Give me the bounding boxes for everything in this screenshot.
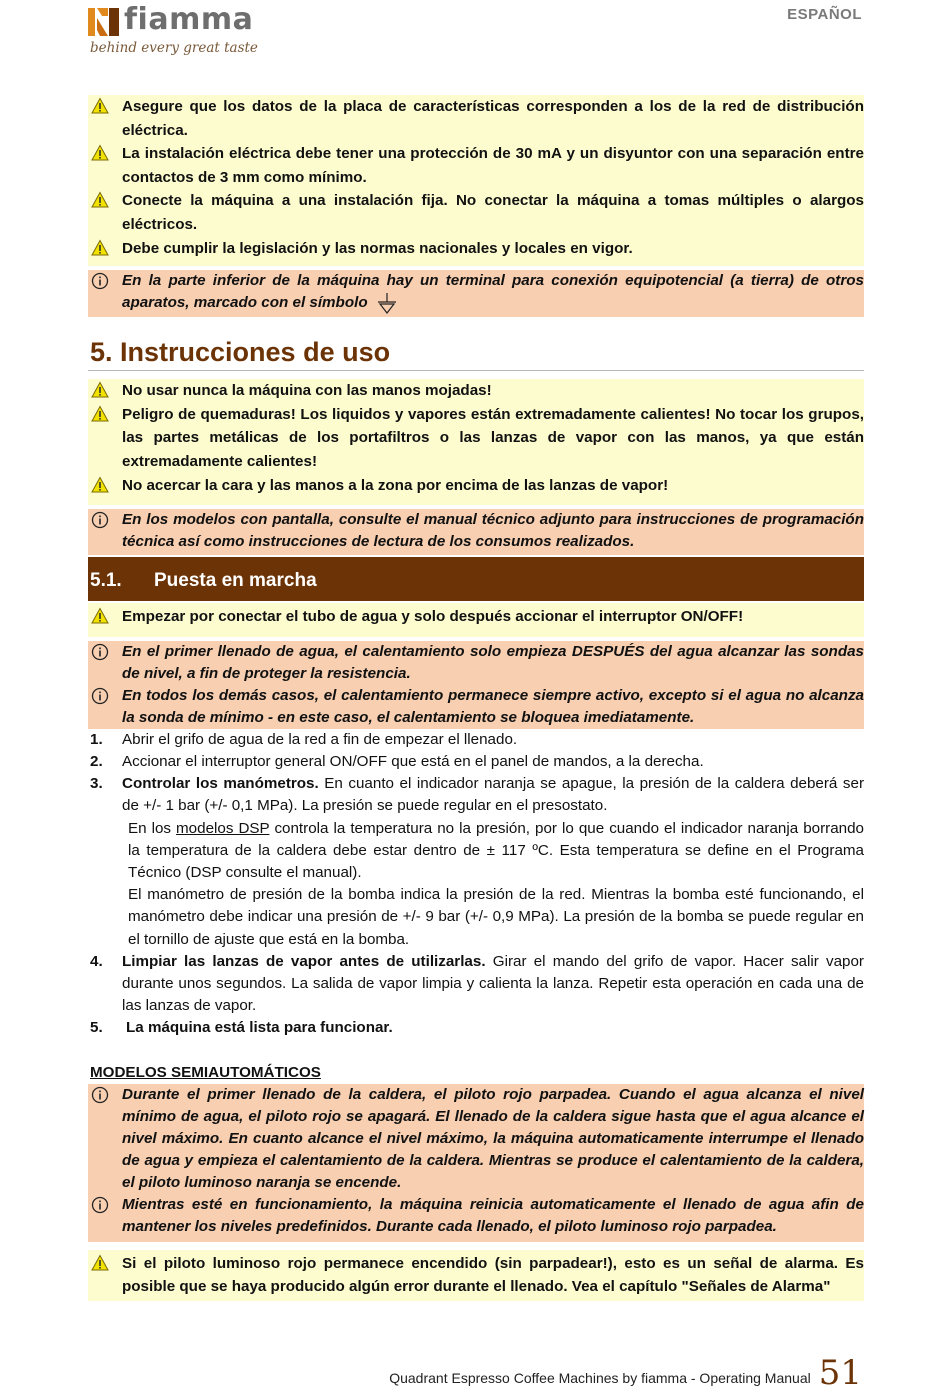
page-number: 51 <box>818 1353 862 1393</box>
step-3-dsp-note <box>88 818 864 885</box>
warning-text: Empezar por conectar el tubo de agua y solo después accionar el interruptor ON/OFF! <box>122 608 744 626</box>
info-box-semi-auto <box>88 1084 864 1242</box>
step-number: 2. <box>90 752 103 770</box>
dsp-note-pre: En los <box>128 819 177 837</box>
dsp-note-post: controla la temperatura no la presión, por lo que cuando el indicador naranja borrando la temperatura de la caldera debe estar dentro de ± 117 ºC. Esta temperatura se define en el Programa Técnico (DSP consulte el manual). <box>128 819 864 881</box>
warning-box-usage <box>88 379 864 505</box>
info-text: En los modelos con pantalla, consulte el manual técnico adjunto para instrucciones de programación técnica así como instrucciones de lectura de los consumos realizados. <box>122 511 864 551</box>
step-item <box>88 951 864 1018</box>
warning-text: Peligro de quemaduras! Los liquidos y vapores están extremadamente calientes! No tocar los grupos, las partes metálicas de los portafiltros o las lanzas de vapor con las manos, ya que están extremadamente calientes! <box>122 405 864 470</box>
step-number: 4. <box>90 952 103 970</box>
warning-item <box>88 142 864 189</box>
info-text: En la parte inferior de la máquina hay un terminal para conexión equipotencial (a tierra) de otros aparatos, marcado con el símbolo <box>122 272 864 312</box>
step-3-pump-note <box>88 884 864 951</box>
warning-text: La instalación eléctrica debe tener una protección de 30 mA y un disyuntor con una separación entre contactos de 3 mm como mínimo. <box>122 145 864 186</box>
info-text: En todos los demás casos, el calentamiento permanece siempre activo, excepto si el agua no alcanza la sonda de mínimo - en este caso, el calentamiento se bloquea imediatamente. <box>122 686 864 726</box>
warning-text: Si el piloto luminoso rojo permanece encendido (sin parpadear!), esto es un señal de alarma. Es posible que se haya producido algún error durante el llenado. Vea el capítulo "Señales de Alarma" <box>122 1254 864 1296</box>
warning-text: Conecte la máquina a una instalación fija. No conectar la máquina a tomas múltiples o alargos eléctricos. <box>122 192 864 233</box>
info-item <box>88 509 864 555</box>
warning-triangle-icon <box>91 607 109 625</box>
info-item <box>88 641 864 685</box>
warning-triangle-icon <box>91 405 109 423</box>
info-text: Durante el primer llenado de la caldera, el piloto rojo parpadea. Cuando el agua alcanza el nivel mínimo de agua, el piloto rojo se apagará. El llenado de la caldera sigue hasta que el agua alcance el nivel máximo. En cuanto alcance el nivel máximo, la máquina automaticamente interrumpe el llenado de agua y empieza el calentamiento de la caldera. Mientras se produce el calentamiento de la caldera, el piloto luminoso naranja se encende. <box>122 1085 864 1191</box>
info-text: Mientras esté en funcionamiento, la máquina reinicia automaticamente el llenado de agua afin de mantener los niveles predefinidos. Durante cada llenado, el piloto luminoso rojo parpadea. <box>122 1195 864 1235</box>
warning-item <box>88 189 864 236</box>
warning-item <box>88 474 864 498</box>
step-text: Accionar el interruptor general ON/OFF que está en el panel de mandos, a la derecha. <box>122 752 704 770</box>
step-item <box>88 751 864 773</box>
info-text: En el primer llenado de agua, el calentamiento solo empieza DESPUÉS del agua alcanzar las sondas de nivel, a fin de proteger la resistencia. <box>122 642 864 682</box>
info-circle-icon <box>91 687 109 705</box>
warning-item <box>88 379 864 403</box>
ground-symbol-icon <box>376 293 398 315</box>
warning-triangle-icon <box>91 97 109 115</box>
page-content <box>88 95 864 1301</box>
section-5-1-heading <box>88 557 864 601</box>
step-item <box>88 773 864 817</box>
warning-item <box>88 95 864 142</box>
step-text: En cuanto el indicador naranja se apague, la presión de la caldera deberá ser de +/- 1 bar (+/- 0,1 MPa). La presión se puede regular en el presostato. <box>122 775 865 815</box>
warning-triangle-icon <box>91 381 109 399</box>
warning-triangle-icon <box>91 191 109 209</box>
warning-triangle-icon <box>91 476 109 494</box>
info-item <box>88 1084 864 1194</box>
step-bold-text: Limpiar las lanzas de vapor antes de utilizarlas. <box>122 952 486 970</box>
semi-auto-heading: MODELOS SEMIAUTOMÁTICOS <box>90 1063 321 1081</box>
info-item <box>88 685 864 729</box>
info-item <box>88 270 864 317</box>
warning-text: Debe cumplir la legislación y las normas nacionales y locales en vigor. <box>122 239 633 257</box>
brand-logo <box>88 4 258 64</box>
section-number: 5.1. <box>90 570 122 592</box>
section-title: Puesta en marcha <box>154 570 317 592</box>
step-number: 1. <box>90 730 103 748</box>
warning-text: No usar nunca la máquina con las manos mojadas! <box>122 382 492 400</box>
warning-box-startup <box>88 603 864 637</box>
step-item <box>88 729 864 751</box>
warning-text: No acercar la cara y las manos a la zona por encima de las lanzas de vapor! <box>122 476 669 494</box>
step-text: Girar el mando del grifo de vapor. Hacer salir vapor durante unos segundos. La salida de vapor limpia y calienta la lanza. Repetir esta operación en cada una de las lanzas de vapor. <box>122 952 864 1015</box>
info-box-heating <box>88 641 864 729</box>
step-number: 5. <box>90 1019 103 1037</box>
step-bold-text: Controlar los manómetros. <box>122 775 319 793</box>
dsp-models-link: modelos DSP <box>176 819 270 837</box>
brand-name: fiamma <box>124 2 254 37</box>
info-circle-icon <box>91 643 109 661</box>
warning-triangle-icon <box>91 144 109 162</box>
section-5-heading: 5. Instrucciones de uso <box>88 317 864 371</box>
page-footer <box>389 1353 862 1393</box>
info-circle-icon <box>91 1086 109 1104</box>
step-bold-text: La máquina está lista para funcionar. <box>126 1019 393 1037</box>
info-circle-icon <box>91 1196 109 1214</box>
info-circle-icon <box>91 511 109 529</box>
warning-triangle-icon <box>91 239 109 257</box>
logo-mark-icon <box>88 4 122 38</box>
info-circle-icon <box>91 272 109 290</box>
warning-text: Asegure que los datos de la placa de características corresponden a los de la red de distribución eléctrica. <box>122 98 864 139</box>
info-box-display-models <box>88 509 864 555</box>
warning-item <box>88 603 864 637</box>
warning-triangle-icon <box>91 1254 109 1272</box>
warning-item <box>88 1250 864 1301</box>
warning-item <box>88 403 864 474</box>
warning-item <box>88 237 864 261</box>
startup-steps <box>88 729 864 1040</box>
step-item <box>88 1017 864 1039</box>
step-text: Abrir el grifo de agua de la red a fin de empezar el llenado. <box>122 730 518 748</box>
brand-tagline: behind every great taste <box>90 40 258 56</box>
language-label: ESPAÑOL <box>787 6 862 23</box>
warning-box-electrical <box>88 95 864 266</box>
info-item <box>88 1194 864 1242</box>
footer-text: Quadrant Espresso Coffee Machines by fiamma - Operating Manual <box>389 1370 811 1386</box>
info-box-ground <box>88 270 864 317</box>
step-number: 3. <box>90 775 103 793</box>
warning-box-alarm <box>88 1250 864 1301</box>
pump-note-text: El manómetro de presión de la bomba indica la presión de la red. Mientras la bomba esté funcionando, el manómetro debe indicar una presión de +/- 9 bar (+/- 0,9 MPa). La presión de la bomba se puede regular en el tornillo de ajuste que está en la bomba. <box>128 886 864 948</box>
